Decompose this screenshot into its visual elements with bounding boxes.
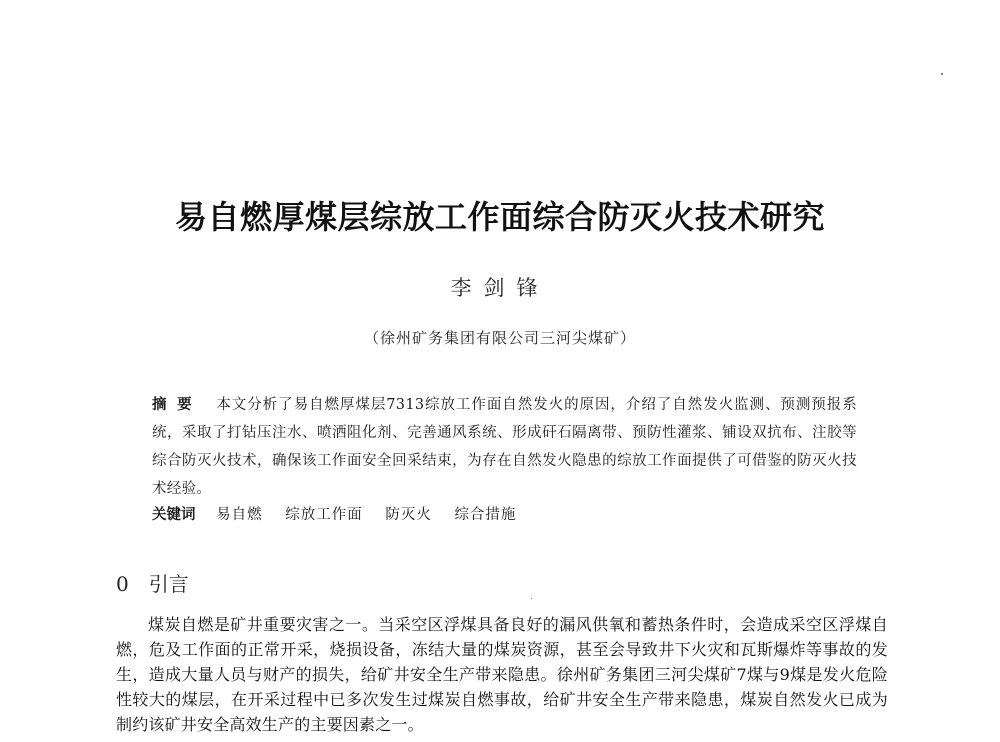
abstract-text: 本文分析了易自燃厚煤层7313综放工作面自然发火的原因，介绍了自然发火监测、预测预报系统，采取了打钻压注水、喷洒阻化剂、完善通风系统、形成矸石隔离带、预防性灌浆、铺设双抗布、注胶等综合防灭火技术，确保该工作面安全回采结束，为存在自然发火隐患的综放工作面提供了可借鉴的防灭火技术经验。 (152, 397, 857, 497)
keywords-label: 关键词 (152, 506, 196, 523)
keyword-item: 防灭火 (385, 507, 432, 523)
abstract-block (152, 391, 857, 503)
abstract-label: 摘要 (152, 396, 203, 413)
scan-speck (531, 598, 532, 599)
scan-speck (941, 73, 943, 75)
paper-author: 李剑锋 (450, 276, 550, 300)
keyword-item: 综合措施 (454, 507, 517, 523)
body-paragraph: 煤炭自燃是矿井重要灾害之一。当采空区浮煤具备良好的漏风供氧和蓄热条件时，会造成采空区浮煤自燃，危及工作面的正常开采，烧损设备，冻结大量的煤炭资源，甚至会导致井下火灾和瓦斯爆炸等事故的发生，造成大量人员与财产的损失，给矿井安全生产带来隐患。徐州矿务集团三河尖煤矿7煤与9煤是发火危险性较大的煤层，在开采过程中已多次发生过煤炭自燃事故，给矿井安全生产带来隐患，煤炭自然发火已成为制约该矿井安全高效生产的主要因素之一。 (116, 615, 888, 734)
keyword-item: 综放工作面 (285, 507, 363, 523)
section-title: 引言 (148, 572, 189, 596)
paper-affiliation: （徐州矿务集团有限公司三河尖煤矿） (363, 329, 636, 347)
keywords-block (152, 503, 534, 524)
keyword-item: 易自燃 (216, 507, 263, 523)
section-heading (116, 568, 189, 597)
section-number: 0 (116, 572, 129, 596)
paper-title: 易自燃厚煤层综放工作面综合防灭火技术研究 (174, 198, 825, 236)
